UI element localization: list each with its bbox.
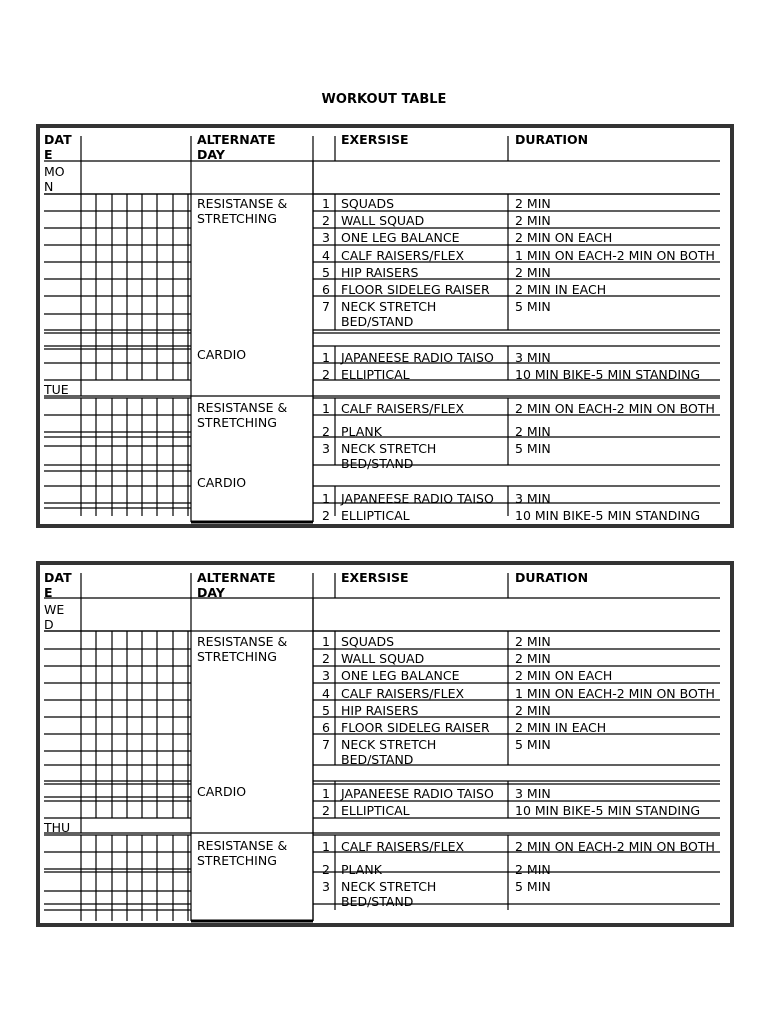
exercise-cell: FLOOR SIDELEG RAISER (341, 720, 490, 735)
header-date: DAT E (44, 132, 72, 162)
row-number: 6 (322, 720, 330, 735)
row-number: 1 (322, 491, 330, 506)
duration-cell: 2 MIN (515, 424, 551, 439)
duration-cell: 2 MIN (515, 703, 551, 718)
duration-cell: 1 MIN ON EACH-2 MIN ON BOTH (515, 686, 715, 701)
row-number: 3 (322, 441, 330, 456)
row-number: 1 (322, 786, 330, 801)
header-duration: DURATION (515, 570, 589, 585)
row-number: 6 (322, 282, 330, 297)
exercise-cell: CALF RAISERS/FLEX (341, 401, 465, 416)
row-number: 3 (322, 879, 330, 894)
row-number: 3 (322, 230, 330, 245)
header-alternate-day: ALTERNATE DAY (197, 132, 276, 162)
duration-cell: 2 MIN (515, 862, 551, 877)
exercise-cell: FLOOR SIDELEG RAISER (341, 282, 490, 297)
header-date: DAT E (44, 570, 72, 600)
row-number: 1 (322, 196, 330, 211)
exercise-cell: JAPANEESE RADIO TAISO (341, 350, 494, 365)
header-alternate-day: ALTERNATE DAY (197, 570, 276, 600)
day-label: TUE (44, 382, 69, 397)
exercise-cell: CALF RAISERS/FLEX (341, 686, 465, 701)
category-label: CARDIO (197, 475, 247, 490)
category-label: RESISTANSE & STRETCHING (197, 400, 288, 430)
header-exercise: EXERSISE (341, 570, 409, 585)
row-number: 7 (322, 299, 330, 314)
duration-cell: 5 MIN (515, 879, 551, 894)
category-label: RESISTANSE & STRETCHING (197, 634, 288, 664)
duration-cell: 2 MIN IN EACH (515, 720, 607, 735)
exercise-cell: NECK STRETCH BED/STAND (341, 737, 437, 767)
row-number: 2 (322, 424, 330, 439)
exercise-cell: NECK STRETCH BED/STAND (341, 879, 437, 909)
exercise-cell: HIP RAISERS (341, 265, 419, 280)
exercise-cell: ONE LEG BALANCE (341, 668, 460, 683)
row-number: 5 (322, 265, 330, 280)
duration-cell: 3 MIN (515, 350, 551, 365)
duration-cell: 3 MIN (515, 491, 551, 506)
row-number: 1 (322, 634, 330, 649)
duration-cell: 5 MIN (515, 441, 551, 456)
row-number: 5 (322, 703, 330, 718)
exercise-cell: ONE LEG BALANCE (341, 230, 460, 245)
category-label: RESISTANSE & STRETCHING (197, 196, 288, 226)
exercise-cell: JAPANEESE RADIO TAISO (341, 491, 494, 506)
exercise-cell: ELLIPTICAL (341, 803, 410, 818)
duration-cell: 2 MIN ON EACH (515, 230, 613, 245)
day-label: MO N (44, 164, 65, 194)
duration-cell: 2 MIN (515, 265, 551, 280)
duration-cell: 2 MIN ON EACH-2 MIN ON BOTH (515, 839, 715, 854)
row-number: 4 (322, 686, 330, 701)
row-number: 2 (322, 367, 330, 382)
row-number: 7 (322, 737, 330, 752)
row-number: 2 (322, 862, 330, 877)
exercise-cell: JAPANEESE RADIO TAISO (341, 786, 494, 801)
exercise-cell: NECK STRETCH BED/STAND (341, 441, 437, 471)
row-number: 2 (322, 508, 330, 523)
row-number: 2 (322, 651, 330, 666)
category-label: RESISTANSE & STRETCHING (197, 838, 288, 868)
duration-cell: 10 MIN BIKE-5 MIN STANDING (515, 367, 701, 382)
duration-cell: 2 MIN (515, 634, 551, 649)
row-number: 1 (322, 839, 330, 854)
row-number: 1 (322, 401, 330, 416)
day-label: THU (44, 820, 71, 835)
workout-table-2 (36, 561, 734, 927)
duration-cell: 2 MIN (515, 651, 551, 666)
duration-cell: 2 MIN ON EACH (515, 668, 613, 683)
exercise-cell: NECK STRETCH BED/STAND (341, 299, 437, 329)
exercise-cell: PLANK (341, 424, 382, 439)
row-number: 2 (322, 213, 330, 228)
exercise-cell: WALL SQUAD (341, 213, 425, 228)
duration-cell: 10 MIN BIKE-5 MIN STANDING (515, 508, 701, 523)
page-title: WORKOUT TABLE (321, 92, 447, 107)
duration-cell: 2 MIN ON EACH-2 MIN ON BOTH (515, 401, 715, 416)
day-label: WE D (44, 602, 65, 632)
duration-cell: 2 MIN (515, 196, 551, 211)
header-duration: DURATION (515, 132, 589, 147)
row-number: 3 (322, 668, 330, 683)
row-number: 2 (322, 803, 330, 818)
duration-cell: 2 MIN IN EACH (515, 282, 607, 297)
duration-cell: 5 MIN (515, 299, 551, 314)
category-label: CARDIO (197, 347, 247, 362)
exercise-cell: ELLIPTICAL (341, 367, 410, 382)
duration-cell: 3 MIN (515, 786, 551, 801)
exercise-cell: SQUADS (341, 634, 395, 649)
row-number: 4 (322, 248, 330, 263)
exercise-cell: PLANK (341, 862, 382, 877)
row-number: 1 (322, 350, 330, 365)
exercise-cell: CALF RAISERS/FLEX (341, 839, 465, 854)
workout-table-1 (36, 124, 734, 528)
exercise-cell: ELLIPTICAL (341, 508, 410, 523)
exercise-cell: SQUADS (341, 196, 395, 211)
duration-cell: 5 MIN (515, 737, 551, 752)
duration-cell: 2 MIN (515, 213, 551, 228)
category-label: CARDIO (197, 784, 247, 799)
header-exercise: EXERSISE (341, 132, 409, 147)
exercise-cell: WALL SQUAD (341, 651, 425, 666)
exercise-cell: HIP RAISERS (341, 703, 419, 718)
duration-cell: 1 MIN ON EACH-2 MIN ON BOTH (515, 248, 715, 263)
duration-cell: 10 MIN BIKE-5 MIN STANDING (515, 803, 701, 818)
exercise-cell: CALF RAISERS/FLEX (341, 248, 465, 263)
